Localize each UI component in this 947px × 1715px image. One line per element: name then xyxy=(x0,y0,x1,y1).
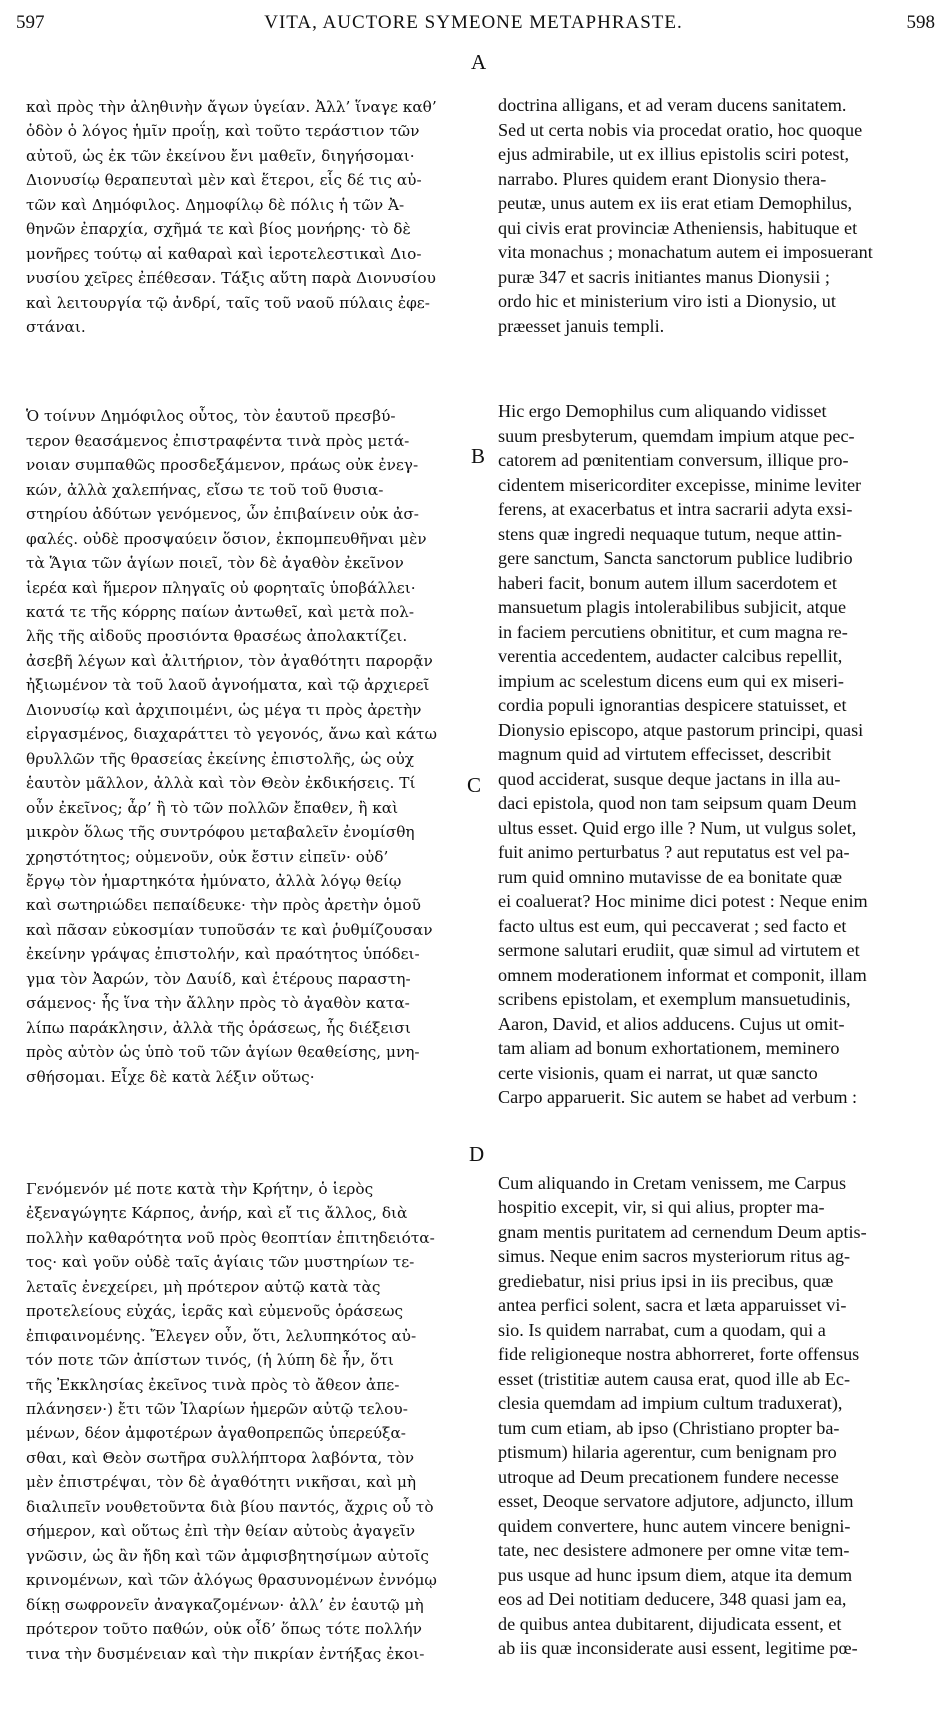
greek-column xyxy=(26,46,466,1715)
greek-paragraph: καὶ πρὸς τὴν ἀληθινὴν ἄγων ὑγείαν. Ἀλλ’ ἵναγε καθ’ ὁδὸν ὁ λόγος ἡμῖν προΐῃ, καὶ τοῦτο τεράστιον τῶν αὐτοῦ, ὡς ἐκ τῶν ἐκείνου ἔνι μαθεῖν, διηγήσομαι· Διονυσίῳ θεραπευταὶ μὲν καὶ ἕτεροι, εἷς δέ τις αὐ- τῶν καὶ Δημόφιλος. Δημοφίλῳ δὲ πόλις ἡ τῶν Ἀ- θηνῶν ἐπαρχία, σχῆμά τε καὶ βίος μονήρης· τὸ δὲ μονῆρες τούτῳ αἱ καθαραὶ καὶ ἱεροτελεστικαὶ Διο- νυσίου χεῖρες ἐπέθεσαν. Τάξις αὕτη παρὰ Διονυσίου καὶ λειτουργία τῷ ἀνδρί, ταῖς τοῦ ναοῦ πύλαις ἐφε- στάναι. xyxy=(26,97,437,336)
latin-paragraph: Hic ergo Demophilus cum aliquando vidisset suum presbyterum, quemdam impium atque pec- catorem ad pœnitentiam conversum, illique pro- cidentem misericorditer excepisse, minime leviter ferens, at exacerbatus et intra sacrarii adyta exsi- stens quæ ingredi nequaque tutum, neque attin- gere sanctum, Sancta sanctorum publice ludibrio haberi facit, bonum autem illum sacerdotem et mansuetum plagis intolerabilibus subjicit, atque in faciem percutiens obnititur, et cum magna re- verentia accedentem, audacter calcibus repellit, impium ac scelestum dicens eum qui ex miseri- cordia populi ignorantias despicere statuisset, et Dionysio episcopo, atque pastorum principi, quasi magnum quid ad virtutem effecisset, describit quod acciderat, susque deque jactans in illa au- daci epistola, quod non tam seipsum quam Deum ultus esset. Quid ergo ille ? Num, ut vulgus solet, fuit animo perturbatus ? aut reputatus est vel pa- rum quid omnino mutavisse de ea bonitate quæ ei coaluerat? Hoc minime dici potest : Neque enim facto ultus est eum, qui peccaverat ; sed facto et sermone salutari erudiit, quæ simul ad virtutem et omnem moderationem informat et componit, illam scribens epistolam, et exemplum mansuetudinis, Aaron, David, et alios adducens. Cujus ut omit- tam aliam ad bonum exhortationem, meminero certe visionis, quam ei narrat, ut quæ sancto Carpo apparuerit. Sic autem se habet ad verbum : xyxy=(498,401,868,1107)
left-page-number: 597 xyxy=(16,12,45,33)
margin-letter-c: C xyxy=(467,773,482,797)
right-page-number: 598 xyxy=(906,12,935,33)
margin-letter-d: D xyxy=(469,1142,485,1166)
latin-paragraph: Cum aliquando in Cretam venissem, me Carpus hospitio excepit, vir, si qui alius, propter ma- gnam mentis puritatem ad cernendum Deum aptis- simus. Neque enim sacros mysteriorum ritus ag- grediebatur, nisi prius ipsi in iis precibus, quæ antea perfici solent, sacra et læta apparuisset vi- sio. Is quidem narrabat, cum a quodam, qui a fide religioneque nostra abhorreret, forte offensus esset (tristitiæ autem causa erat, quod ille ab Ec- clesia quemdam ad impium cultum traduxerat), tum cum etiam, ab ipso (Christiano propter ba- ptismum) hilaria agerentur, cum benignam pro utroque ad Deum precationem fundere necesse esset, Deoque servatore adjutore, adjuncto, illum quidem convertere, hunc autem vincere benigni- tate, nec desistere admonere per omne vitæ tem- pus usque ad hunc ipsum diem, atque ita demum eos ad Dei notitiam deducere, 348 quasi jam ea, de quibus antea dubitarent, dijudicata essent, et ab iis quæ inconsiderate ausi essent, legitime pœ- xyxy=(498,1172,867,1658)
running-title: VITA, AUCTORE SYMEONE METAPHRASTE. xyxy=(264,12,683,33)
greek-paragraph: Ὁ τοίνυν Δημόφιλος οὗτος, τὸν ἑαυτοῦ πρεσβύ- τερον θεασάμενος ἐπιστραφέντα τινὰ πρὸς μετά- νοιαν συμπαθῶς προσδεξάμενον, πράως οὐκ ἐνεγ- κών, ἀλλὰ χαλεπήνας, εἴσω τε τοῦ τοῦ θυσια- στηρίου ἀδύτων γενόμενος, ὧν ἐπιβαίνειν οὐκ ἀσ- φαλές. οὐδὲ προσψαύειν ὅσιον, ἐκπομπευθῆναι μὲν τὰ Ἅγια τῶν ἁγίων ποιεῖ, τὸν δὲ ἀγαθὸν ἐκεῖνον ἱερέα καὶ ἥμερον πληγαῖς οὐ φορηταῖς ὑποβάλλει· κατά τε τῆς κόρρης παίων ἀντωθεῖ, καὶ μετὰ πολ- λῆς τῆς αἰδοῦς προσιόντα θρασέως ἀπολακτίζει. ἀσεβῆ λέγων καὶ ἀλιτήριον, τὸν ἀγαθότητι παρορᾷν ἠξιωμένον τὰ τοῦ λαοῦ ἀγνοήματα, καὶ τῷ ἀρχιερεῖ Διονυσίῳ καὶ ἀρχιποιμένι, ὡς μέγα τι πρὸς ἀρετὴν εἰργασμένος, διαχαράττει τὸ γεγονός, ἄνω καὶ κάτω θρυλλῶν τῆς θρασείας ἐκείνης ἐπιστολῆς, ὡς οὐχ ἑαυτὸν μᾶλλον, ἀλλὰ καὶ τὸν Θεὸν ἐκδικήσεις. Τί οὖν ἐκεῖνος; ἆρ’ ἢ τὸ τῶν πολλῶν ἔπαθεν, ἢ καὶ μικρὸν ὅλως τῆς συντρόφου μεταβαλεῖν ἐνομίσθη χρηστότητος; οὐμενοῦν, οὐκ ἔστιν εἰπεῖν· οὐδ’ ἔργῳ τὸν ἡμαρτηκότα ἠμύνατο, ἀλλὰ λόγῳ θείῳ καὶ σωτηριώδει πεπαίδευκε· τὴν πρὸς ἀρετὴν ὁμοῦ καὶ πᾶσαν εὐκοσμίαν τυποῦσάν τε καὶ ῥυθμίζουσαν ἐκείνην γράψας ἐπιστολήν, καὶ πραότητος ὑπόδει- γμα τὸν Ἀαρών, τὸν Δαυίδ, καὶ ἑτέρους παραστη- σάμενος· ἧς ἵνα τὴν ἄλλην πρὸς τὸ ἀγαθὸν κατα- λίπω παράκλησιν, ἀλλὰ τῆς ὁράσεως, ἧς διέξεισι πρὸς αὐτὸν ὡς ὑπὸ τοῦ τῶν ἁγίων θεαθείσης, μνη- σθήσομαι. Εἶχε δὲ κατὰ λέξιν οὕτως· xyxy=(26,407,437,1086)
margin-letter-a: A xyxy=(471,50,487,74)
latin-paragraph: doctrina alligans, et ad veram ducens sanitatem. Sed ut certa nobis via procedat oratio, hoc quoque ejus admirabile, ut ex illius epistolis sciri potest, narrabo. Plures quidem erant Dionysio thera- peutæ, unus autem ex iis erat etiam Demophilus, qui civis erat provinciæ Atheniensis, habituque et vita monachus ; monachatum autem ei imposuerant puræ 347 et sacris initiantes manus Dionysii ; ordo hic et ministerium viro isti a Dionysio, ut præesset januis templi. xyxy=(498,95,873,336)
margin-letter-b: B xyxy=(471,444,486,468)
greek-paragraph: Γενόμενόν μέ ποτε κατὰ τὴν Κρήτην, ὁ ἱερὸς ἐξεναγώγητε Κάρπος, ἀνήρ, καὶ εἴ τις ἄλλος, διὰ πολλὴν καθαρότητα νοῦ πρὸς θεοπτίαν ἐπιτηδειότα- τος· καὶ γοῦν οὐδὲ ταῖς ἁγίαις τῶν μυστηρίων τε- λεταῖς ἐνεχείρει, μὴ πρότερον αὐτῷ κατὰ τὰς προτελείους εὐχάς, ἱερᾶς καὶ εὐμενοῦς ὁράσεως ἐπιφαινομένης. Ἔλεγεν οὖν, ὅτι, λελυπηκότος αὐ- τόν ποτε τῶν ἀπίστων τινός, (ἡ λύπη δὲ ἦν, ὅτι τῆς Ἐκκλησίας ἐκεῖνος τινὰ πρὸς τὸ ἄθεον ἀπε- πλάνησεν·) ἔτι τῶν Ἱλαρίων ἡμερῶν αὐτῷ τελου- μένων, δέον ἀμφοτέρων ἀγαθοπρεπῶς ὑπερεύξα- σθαι, καὶ Θεὸν σωτῆρα συλλήπτορα λαβόντα, τὸν μὲν ἐπιστρέψαι, τὸν δὲ ἀγαθότητι νικῆσαι, καὶ μὴ διαλιπεῖν νουθετοῦντα διὰ βίου παντός, ἄχρις οὗ τὸ σήμερον, καὶ οὕτως ἐπὶ τὴν θείαν αὐτοὺς ἀγαγεῖν γνῶσιν, ὡς ἂν ἤδη καὶ τῶν ἀμφισβητησίμων αὐτοῖς κρινομένων, καὶ τῶν ἀλόγως θρασυνομένων ἐννόμῳ δίκῃ σωφρονεῖν ἀναγκαζομένων· ἀλλ’ ἐν ἑαυτῷ μὴ πρότερον τοῦτο παθών, οὐκ οἶδ’ ὅπως τότε πολλήν τινα τὴν δυσμένειαν καὶ τὴν πικρίαν ἐντήξας ἐκοι- xyxy=(26,1179,437,1663)
latin-column xyxy=(498,44,938,1710)
